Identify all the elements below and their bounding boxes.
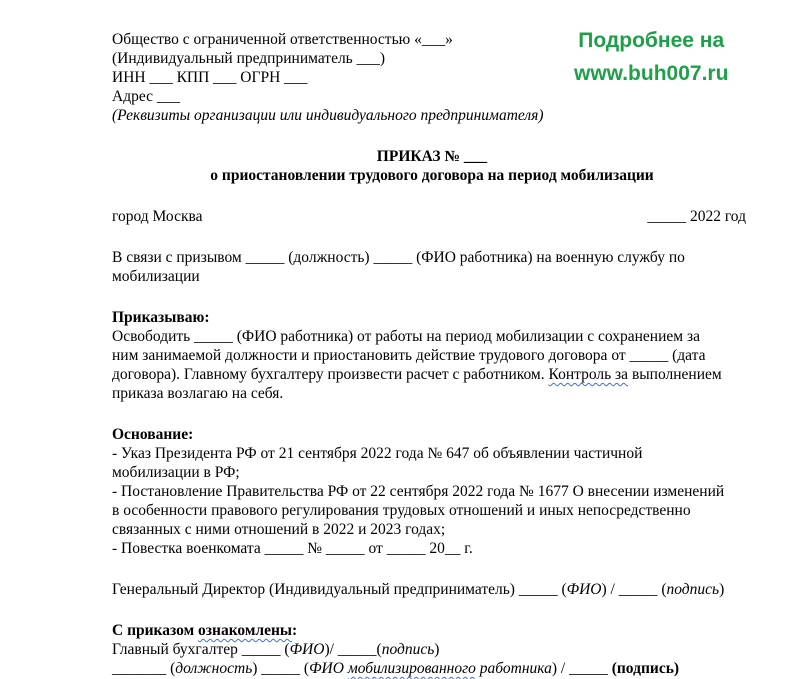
director-signature-line: [112, 580, 752, 599]
org-address: Адрес ___: [112, 88, 181, 105]
preamble-line-2: мобилизации: [112, 268, 200, 285]
basis-line-1: - Указ Президента РФ от 21 сентября 2022 года № 647 об объявлении частичной: [112, 445, 643, 462]
basis-line-3: - Постановление Правительства РФ от 22 сентября 2022 года № 1677 О внесении изменений: [112, 483, 725, 500]
ack-l1-b: )/ _____(: [324, 641, 382, 658]
preamble-line-1: В связи с призывом _____ (должность) _____ (ФИО работника) на военную службу по: [112, 249, 685, 266]
order-heading: Приказываю:: [112, 309, 210, 326]
director-signature-mid: ) / _____ (: [601, 581, 667, 598]
order-line-4: приказа возлагаю на себя.: [112, 385, 284, 402]
ack-l2-a: _______ (: [112, 660, 176, 677]
requisites-note: (Реквизиты организации или индивидуального предпринимателя): [112, 107, 544, 124]
order-line-2: ним занимаемой должности и приостановить действие трудового договора от _____ (дата: [112, 347, 706, 364]
basis-line-4: в особенности правового регулирования трудовых отношений и иных непосредственно: [112, 502, 691, 519]
order-line-3c: выполнением: [628, 366, 722, 383]
ack-l2-fio-a: ФИО: [309, 660, 348, 677]
basis-heading: Основание:: [112, 426, 194, 443]
ack-l1-fio: ФИО: [289, 641, 325, 658]
ip-name: (Индивидуальный предприниматель ___): [112, 50, 386, 67]
director-fio-label: ФИО: [566, 581, 602, 598]
ack-l2-sign: (подпись): [611, 660, 680, 677]
ack-heading-a: С приказом: [112, 622, 199, 639]
ack-heading-b: ознакомлены: [198, 622, 293, 639]
promo-line-1: Подробнее на: [578, 29, 725, 52]
ack-accountant-line: [112, 640, 752, 659]
order-date: _____ 2022 год: [647, 208, 746, 225]
ack-l1-sign: подпись: [381, 641, 435, 658]
place-date-row: [112, 207, 746, 226]
basis-line-5: связанных с ними отношений в 2022 и 2023 годах;: [112, 521, 446, 538]
order-line-3: [112, 365, 752, 384]
ack-l2-b: ) _____ (: [252, 660, 310, 677]
basis-line-6: - Повестка военкомата _____ № _____ от _____ 20__ г.: [112, 540, 473, 557]
ack-heading: [112, 621, 752, 640]
director-sign-label: подпись: [666, 581, 720, 598]
ack-l2-fio-b: мобилизированного: [347, 660, 476, 677]
ack-employee-line: [112, 659, 752, 678]
ack-l2-pos: должность: [175, 660, 253, 677]
ack-heading-c: :: [292, 622, 298, 639]
org-ids: ИНН ___ КПП ___ ОГРН ___: [112, 69, 308, 86]
order-line-1: Освободить _____ (ФИО работника) от работы на период мобилизации с сохранением за: [112, 328, 700, 345]
order-line-3a: договора). Главному бухгалтеру произвести расчет с работником.: [112, 366, 549, 383]
order-title: ПРИКАЗ № ___: [376, 148, 488, 165]
order-subtitle: о приостановлении трудового договора на период мобилизации: [210, 167, 654, 184]
basis-line-2: мобилизации в РФ;: [112, 464, 240, 481]
ack-l1-c: ): [434, 641, 440, 658]
org-name: Общество с ограниченной ответственностью «___»: [112, 31, 453, 48]
director-signature-end: ): [719, 581, 725, 598]
promo-link[interactable]: www.buh007.ru: [574, 62, 729, 85]
ack-l2-c: ) / _____: [551, 660, 612, 677]
city: город Москва: [112, 208, 203, 225]
document-body: [112, 30, 752, 678]
ack-l2-fio-c: работника: [475, 660, 552, 677]
director-signature-text: Генеральный Директор (Индивидуальный предприниматель) _____ (: [112, 581, 567, 598]
ack-l1-a: Главный бухгалтер _____ (: [112, 641, 290, 658]
order-line-3b: Контроль за: [548, 366, 629, 383]
